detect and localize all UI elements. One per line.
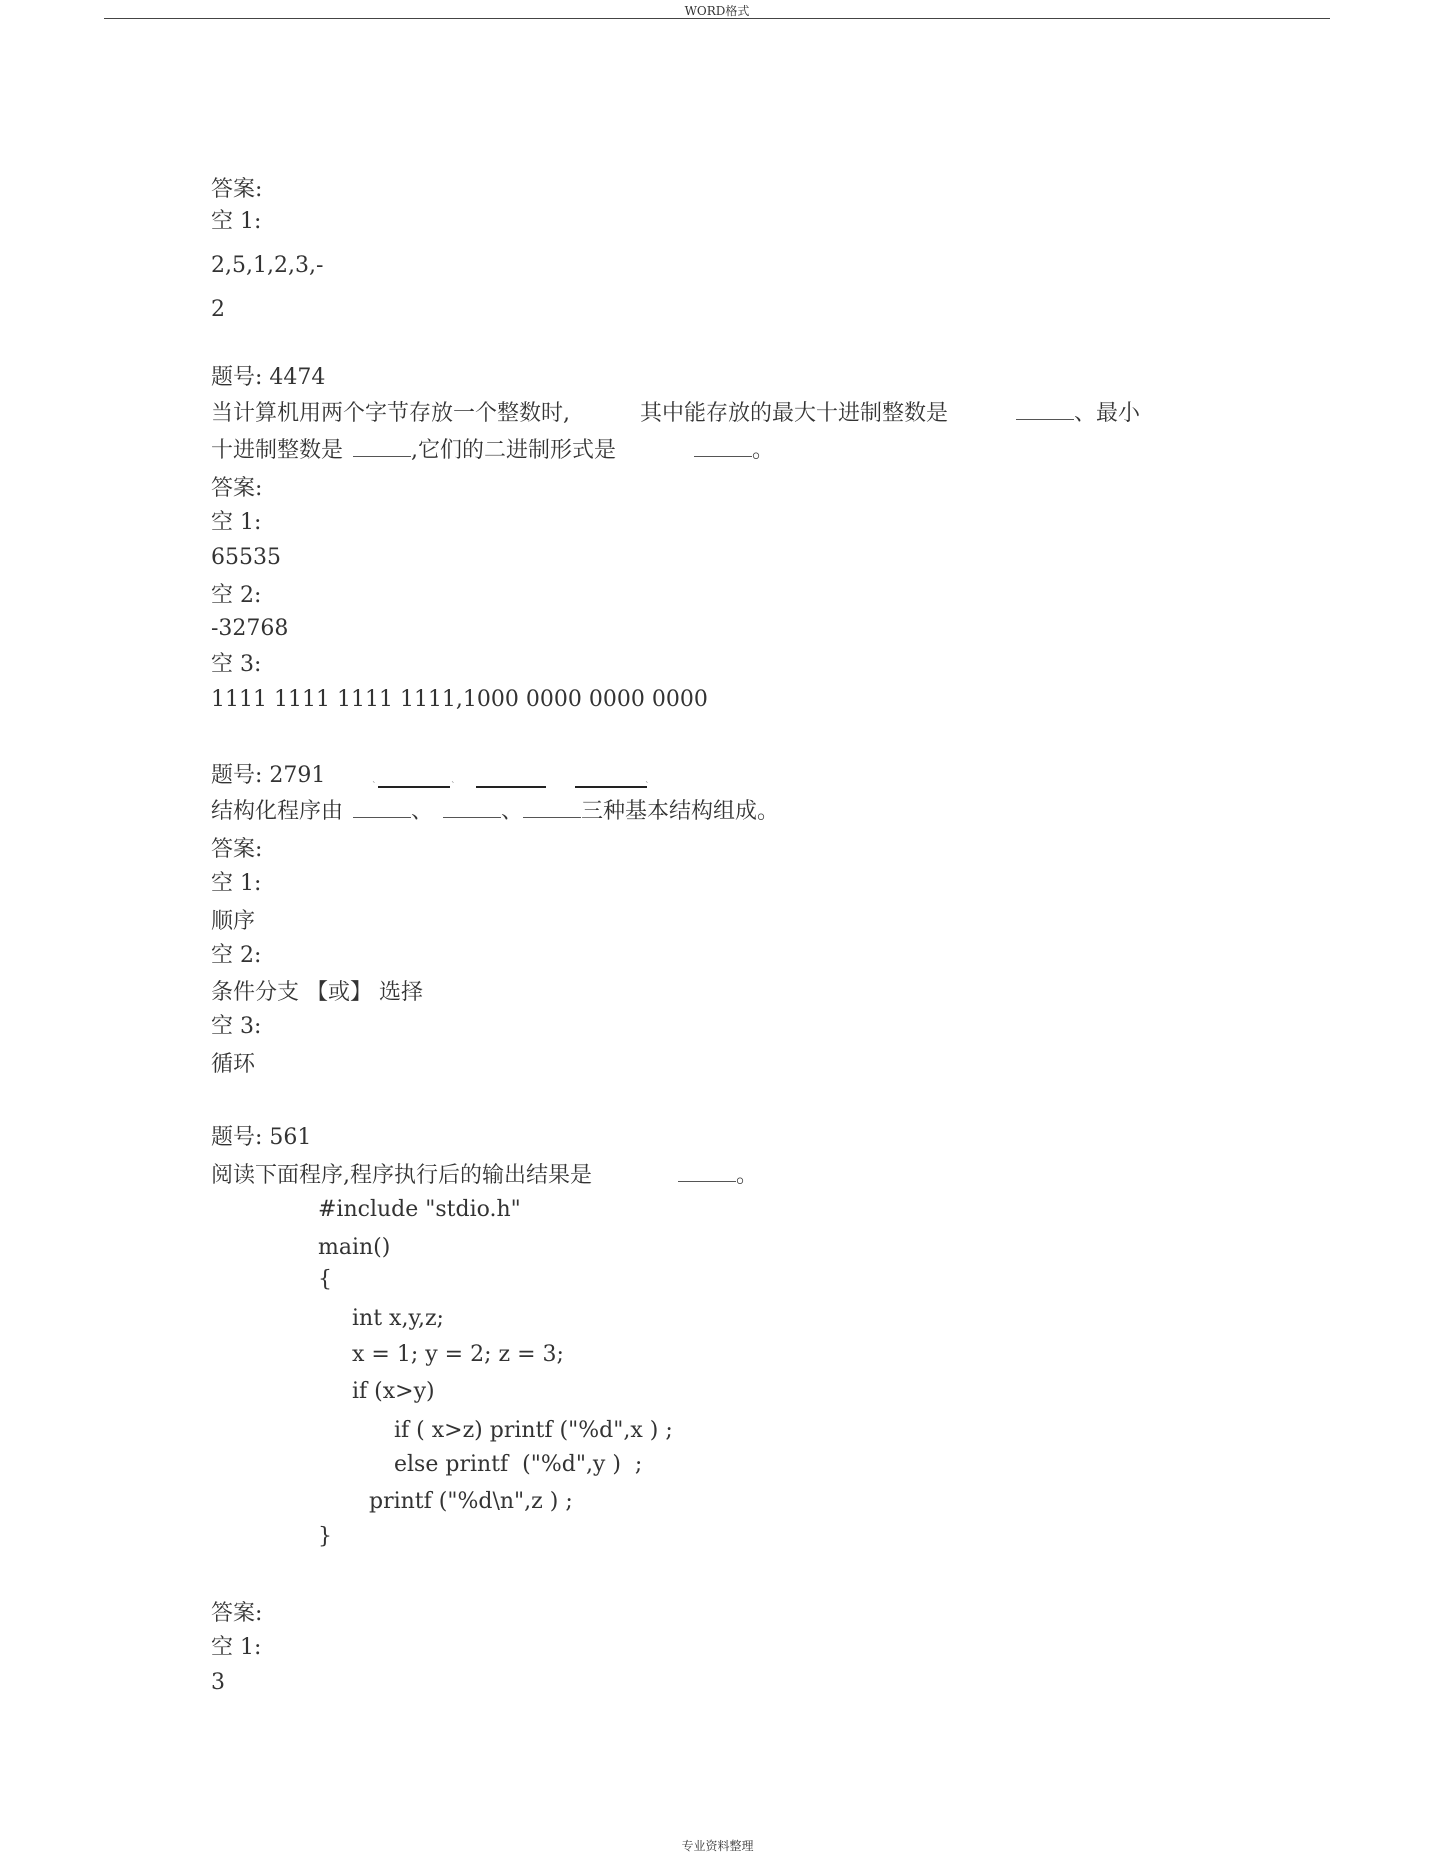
question-text bbox=[211, 798, 779, 826]
decorative-mark: ` bbox=[372, 782, 377, 792]
answer-blank-1 bbox=[353, 799, 411, 818]
separator: 、 bbox=[501, 799, 524, 824]
blank-value: 顺序 bbox=[211, 909, 256, 934]
answer-blank-1 bbox=[678, 1163, 736, 1182]
blank-label: 空 1: bbox=[211, 209, 262, 234]
code-line: if ( x>z) printf ("%d",x ) ; bbox=[394, 1418, 673, 1443]
blank-label: 空 1: bbox=[211, 871, 262, 896]
page-footer: 专业资料整理 bbox=[681, 1839, 754, 1853]
blank-label: 空 3: bbox=[211, 652, 262, 677]
question-text-line1 bbox=[211, 400, 1140, 428]
code-line: { bbox=[318, 1267, 332, 1292]
question-text-f: 。 bbox=[752, 438, 775, 463]
answer-blank-3 bbox=[523, 799, 581, 818]
question-text-b: 其中能存放的最大十进制整数是 bbox=[640, 401, 949, 426]
page-header bbox=[104, 0, 1330, 19]
question-number: 题号: 561 bbox=[211, 1125, 312, 1150]
separator: 、 bbox=[411, 799, 434, 824]
answer-label: 答案: bbox=[211, 837, 263, 862]
code-line: #include "stdio.h" bbox=[318, 1197, 521, 1222]
header-text: WORD格式 bbox=[684, 4, 750, 18]
question-text-line2 bbox=[211, 437, 774, 465]
decorative-mark: ` bbox=[645, 782, 650, 792]
blank-value: 2,5,1,2,3,- bbox=[211, 253, 324, 278]
decorative-underline bbox=[378, 786, 450, 788]
blank-label: 空 2: bbox=[211, 943, 262, 968]
answer-label: 答案: bbox=[211, 1601, 263, 1626]
answer-blank-1 bbox=[1016, 401, 1074, 420]
blank-label: 空 1: bbox=[211, 510, 262, 535]
decorative-underline bbox=[476, 786, 546, 788]
blank-value: 条件分支 【或】 选择 bbox=[211, 980, 423, 1005]
question-text-a: 阅读下面程序,程序执行后的输出结果是 bbox=[211, 1163, 592, 1188]
question-text-d: 十进制整数是 bbox=[211, 438, 344, 463]
answer-blank-2 bbox=[353, 438, 411, 457]
code-line: } bbox=[318, 1524, 332, 1549]
code-line: int x,y,z; bbox=[352, 1306, 444, 1331]
question-text bbox=[211, 1162, 758, 1190]
blank-value-continued: 2 bbox=[211, 297, 225, 322]
answer-label: 答案: bbox=[211, 177, 263, 202]
blank-value: 1111 1111 1111 1111,1000 0000 0000 0000 bbox=[211, 687, 708, 712]
question-text-a: 当计算机用两个字节存放一个整数时, bbox=[211, 401, 570, 426]
blank-value: 65535 bbox=[211, 545, 281, 570]
code-line: printf ("%d\n",z ) ; bbox=[369, 1489, 573, 1514]
question-number: 题号: 2791 bbox=[211, 763, 326, 788]
answer-blank-2 bbox=[443, 799, 501, 818]
blank-label: 空 1: bbox=[211, 1635, 262, 1660]
question-number: 题号: 4474 bbox=[211, 365, 326, 390]
code-line: main() bbox=[318, 1235, 391, 1260]
question-text-b: 。 bbox=[736, 1163, 759, 1188]
question-text-e: ,它们的二进制形式是 bbox=[411, 438, 617, 463]
blank-value: 3 bbox=[211, 1670, 225, 1695]
decorative-underline bbox=[575, 786, 647, 788]
blank-label: 空 2: bbox=[211, 583, 262, 608]
blank-value: -32768 bbox=[211, 616, 289, 641]
blank-label: 空 3: bbox=[211, 1014, 262, 1039]
decorative-mark: ` bbox=[451, 782, 456, 792]
blank-value: 循环 bbox=[211, 1052, 256, 1077]
question-text-a: 结构化程序由 bbox=[211, 799, 344, 824]
question-text-b: 三种基本结构组成。 bbox=[581, 799, 780, 824]
answer-label: 答案: bbox=[211, 476, 263, 501]
code-line: x = 1; y = 2; z = 3; bbox=[352, 1342, 564, 1367]
answer-blank-3 bbox=[694, 438, 752, 457]
question-text-c: 、最小 bbox=[1074, 401, 1141, 426]
code-line: else printf ("%d",y ) ; bbox=[394, 1452, 643, 1477]
code-line: if (x>y) bbox=[352, 1379, 435, 1404]
